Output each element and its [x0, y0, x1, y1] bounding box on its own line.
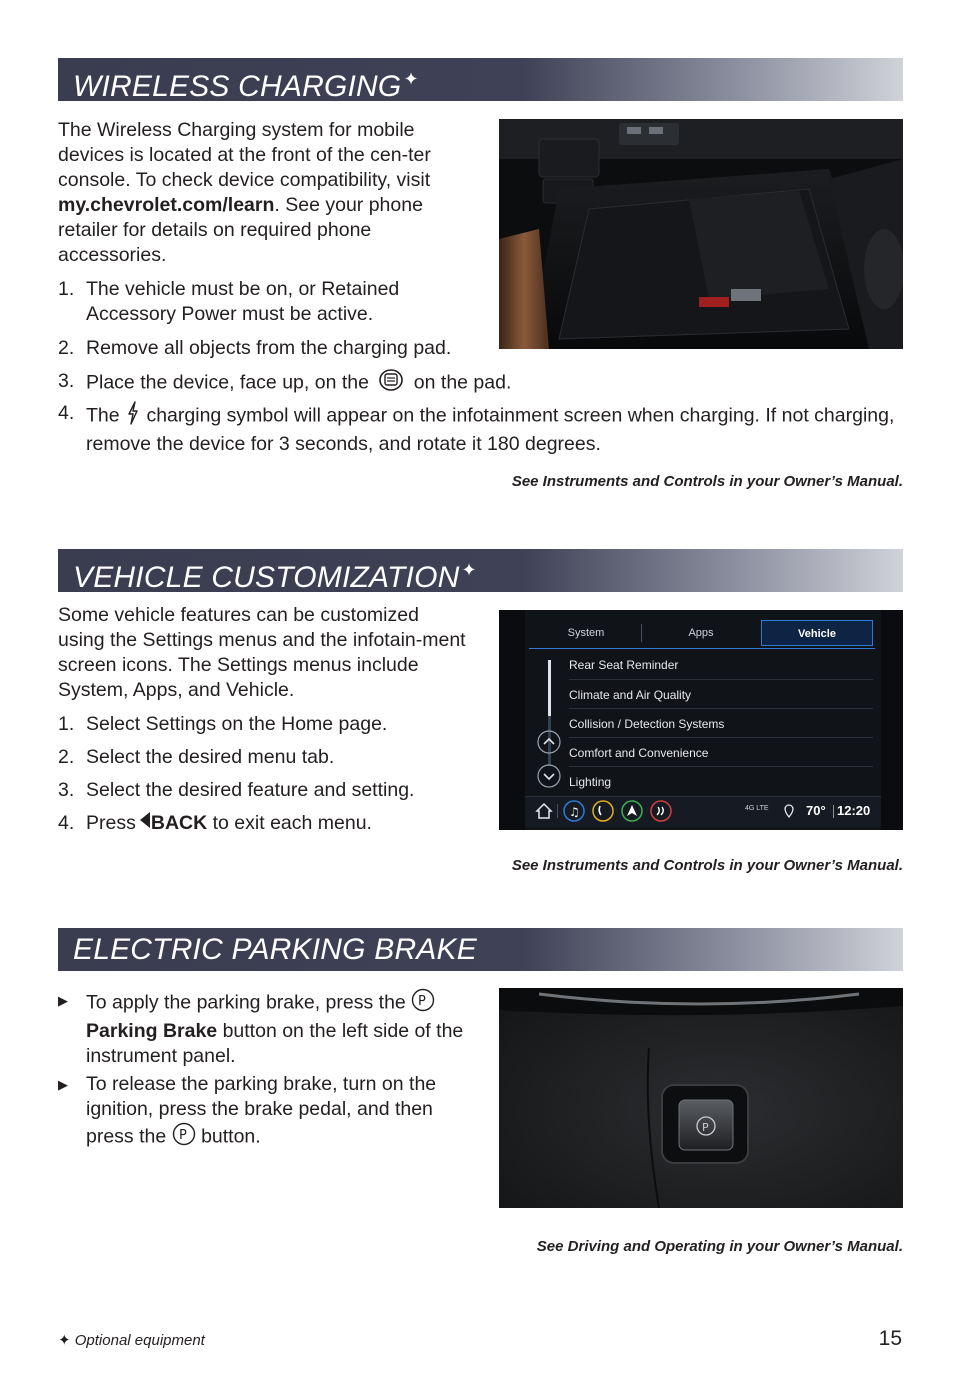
- brake-bullet-release: ▶ To release the parking brake, turn on the ignition, press the brake pedal, and then press the P button.: [58, 1072, 478, 1152]
- svg-text:♫: ♫: [569, 805, 580, 819]
- bullet-arrow-icon: ▶: [58, 993, 68, 1008]
- network-indicator: 4G LTE: [745, 805, 769, 812]
- section-banner-wireless-charging: [58, 58, 903, 101]
- parking-brake-label: Parking Brake: [86, 1020, 218, 1042]
- phone-icon: [592, 800, 614, 827]
- connect-icon: [650, 800, 672, 827]
- scroll-up-icon: [537, 730, 561, 759]
- charging-bolt-icon: [127, 401, 139, 432]
- optional-star-icon: ✦: [403, 69, 419, 89]
- menu-item-climate: Climate and Air Quality: [569, 688, 692, 702]
- scroll-down-icon: [537, 764, 561, 793]
- back-label: BACK: [150, 812, 208, 834]
- svg-text:P: P: [418, 994, 427, 1009]
- menu-item-collision: Collision / Detection Systems: [569, 717, 725, 731]
- section-title: WIRELESS CHARGING: [73, 70, 402, 103]
- section-banner-parking-brake: [58, 928, 903, 971]
- wireless-intro: The Wireless Charging system for mobile devices is located at the front of the cen-ter console. To check device compatibility, visit my.chevrolet.com/learn. See your phone retailer for details on required phone accessories.: [58, 119, 431, 266]
- parking-brake-photo: [499, 988, 903, 1208]
- wireless-step-4: 4. The charging symbol will appear on the infotainment screen when charging. If not charging, remove the device for 3 seconds, and rotate it 180 degrees.: [58, 402, 895, 455]
- customization-step-1: 1. Select Settings on the Home page.: [58, 713, 388, 735]
- parking-brake-icon: [172, 1122, 196, 1153]
- customization-intro: Some vehicle features can be customized using the Settings menus and the infotain-ment screen icons. The Settings menus include System, Apps, and Vehicle.: [58, 604, 466, 701]
- chevrolet-link[interactable]: my.chevrolet.com/learn: [58, 194, 275, 216]
- section-title: VEHICLE CUSTOMIZATION: [73, 561, 460, 594]
- infotainment-settings-screen: [499, 610, 903, 830]
- brake-bullet-apply: ▶ To apply the parking brake, press the P Parking Brake button on the left side of the instrument panel.: [58, 988, 478, 1068]
- back-arrow-icon: [139, 811, 151, 836]
- wireless-step-1: 1. The vehicle must be on, or Retained Accessory Power must be active.: [58, 278, 400, 325]
- optional-equipment-footnote: ✦ Optional equipment: [58, 1332, 205, 1349]
- brake-manual-reference: See Driving and Operating in your Owner’s Manual.: [536, 1238, 903, 1255]
- audio-icon: [563, 800, 585, 827]
- location-icon: [783, 804, 795, 823]
- optional-star-icon: ✦: [461, 560, 477, 580]
- customization-manual-reference: See Instruments and Controls in your Owner’s Manual.: [511, 857, 903, 874]
- section-banner-vehicle-customization: [58, 549, 903, 592]
- menu-item-rear-seat-reminder: Rear Seat Reminder: [569, 658, 679, 672]
- customization-step-3: 3. Select the desired feature and setting.: [58, 779, 415, 801]
- menu-item-lighting: Lighting: [569, 775, 612, 789]
- page-number: 15: [878, 1327, 902, 1350]
- charging-pad-icon: [378, 369, 404, 398]
- customization-step-4: 4. Press BACK to exit each menu.: [58, 811, 488, 836]
- wireless-manual-reference: See Instruments and Controls in your Owner’s Manual.: [511, 473, 903, 490]
- parking-brake-icon: [411, 988, 435, 1019]
- wireless-charging-photo: [499, 119, 903, 349]
- wireless-step-3: 3. Place the device, face up, on the on the pad.: [58, 369, 658, 394]
- tab-apps: Apps: [688, 627, 714, 639]
- bullet-arrow-icon: ▶: [58, 1077, 68, 1092]
- tab-vehicle: Vehicle: [761, 620, 873, 646]
- clock-readout: 12:20: [837, 803, 871, 818]
- section-title: ELECTRIC PARKING BRAKE: [73, 933, 477, 966]
- navigation-icon: [621, 800, 643, 827]
- svg-text:P: P: [178, 1128, 187, 1143]
- wireless-step-2: 2. Remove all objects from the charging pad.: [58, 337, 452, 359]
- menu-item-comfort: Comfort and Convenience: [569, 746, 709, 760]
- temperature-readout: 70°: [806, 803, 826, 818]
- svg-text:P: P: [702, 1121, 709, 1134]
- customization-step-2: 2. Select the desired menu tab.: [58, 746, 335, 768]
- home-icon: [535, 802, 553, 825]
- optional-star-icon: ✦: [58, 1332, 71, 1349]
- tab-system: System: [567, 627, 605, 639]
